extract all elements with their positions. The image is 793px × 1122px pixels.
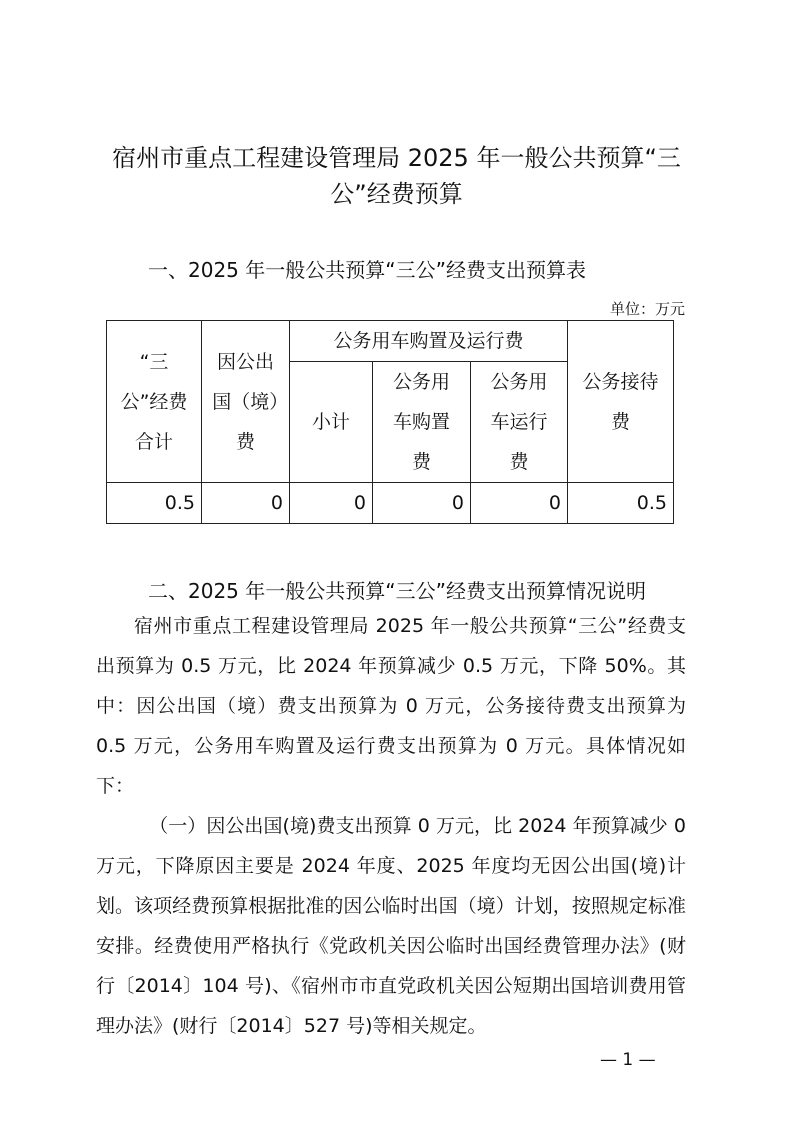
value-total: 0.5: [107, 483, 202, 524]
value-vehicle-purchase: 0: [373, 483, 471, 524]
value-abroad: 0: [202, 483, 290, 524]
page-number: — 1 —: [600, 1050, 656, 1070]
table-row: [107, 483, 674, 524]
header-total-label: “三公”经费合计: [120, 350, 188, 453]
header-reception: [568, 321, 674, 483]
header-vehicle-purchase-label: 公务用车购置费: [392, 371, 450, 473]
document-title: 宿州市重点工程建设管理局 2025 年一般公共预算“三公”经费预算: [112, 144, 681, 208]
header-vehicle-subtotal: 小计: [290, 362, 373, 483]
header-vehicle-group: 公务用车购置及运行费: [290, 321, 568, 362]
budget-table: [106, 320, 674, 524]
header-vehicle-operation-label: 公务用车运行费: [490, 371, 548, 473]
section1-heading: 一、2025 年一般公共预算“三公”经费支出预算表: [148, 258, 586, 282]
paragraph-summary: 宿州市重点工程建设管理局 2025 年一般公共预算“三公”经费支出预算为 0.5 万元，比 2024 年预算减少 0.5 万元，下降 50%。其中：因公出国（境）费支出预算为 0 万元，公务接待费支出预算为 0.5 万元，公务用车购置及运行费支出预算为 0 万元。具体情况如下：: [96, 615, 686, 797]
paragraph-abroad: （一）因公出国(境)费支出预算 0 万元，比 2024 年预算减少 0 万元，下降原因主要是 2024 年度、2025 年度均无因公出国(境)计划。该项经费预算根据批准的因公临时出国（境）计划，按照规定标准安排。经费使用严格执行《党政机关因公临时出国经费管理办法》(财行〔2014〕104 号)、《宿州市市直党政机关因公短期出国培训费用管理办法》(财行〔2014〕527 号)等相关规定。: [96, 815, 686, 1037]
value-vehicle-operation: 0: [471, 483, 568, 524]
header-reception-label: 公务接待费: [582, 370, 659, 433]
value-reception: 0.5: [568, 483, 674, 524]
header-vehicle-operation: [471, 362, 568, 483]
table-header-row-1: [107, 321, 674, 362]
header-total: [107, 321, 202, 483]
header-abroad-label: 因公出国（境）费: [212, 350, 279, 453]
unit-label: 单位：万元: [609, 300, 685, 318]
header-abroad: [202, 321, 290, 483]
value-vehicle-subtotal: 0: [290, 483, 373, 524]
section2-heading: 二、2025 年一般公共预算“三公”经费支出预算情况说明: [148, 579, 646, 603]
body-text: [96, 606, 686, 1046]
header-vehicle-purchase: [373, 362, 471, 483]
